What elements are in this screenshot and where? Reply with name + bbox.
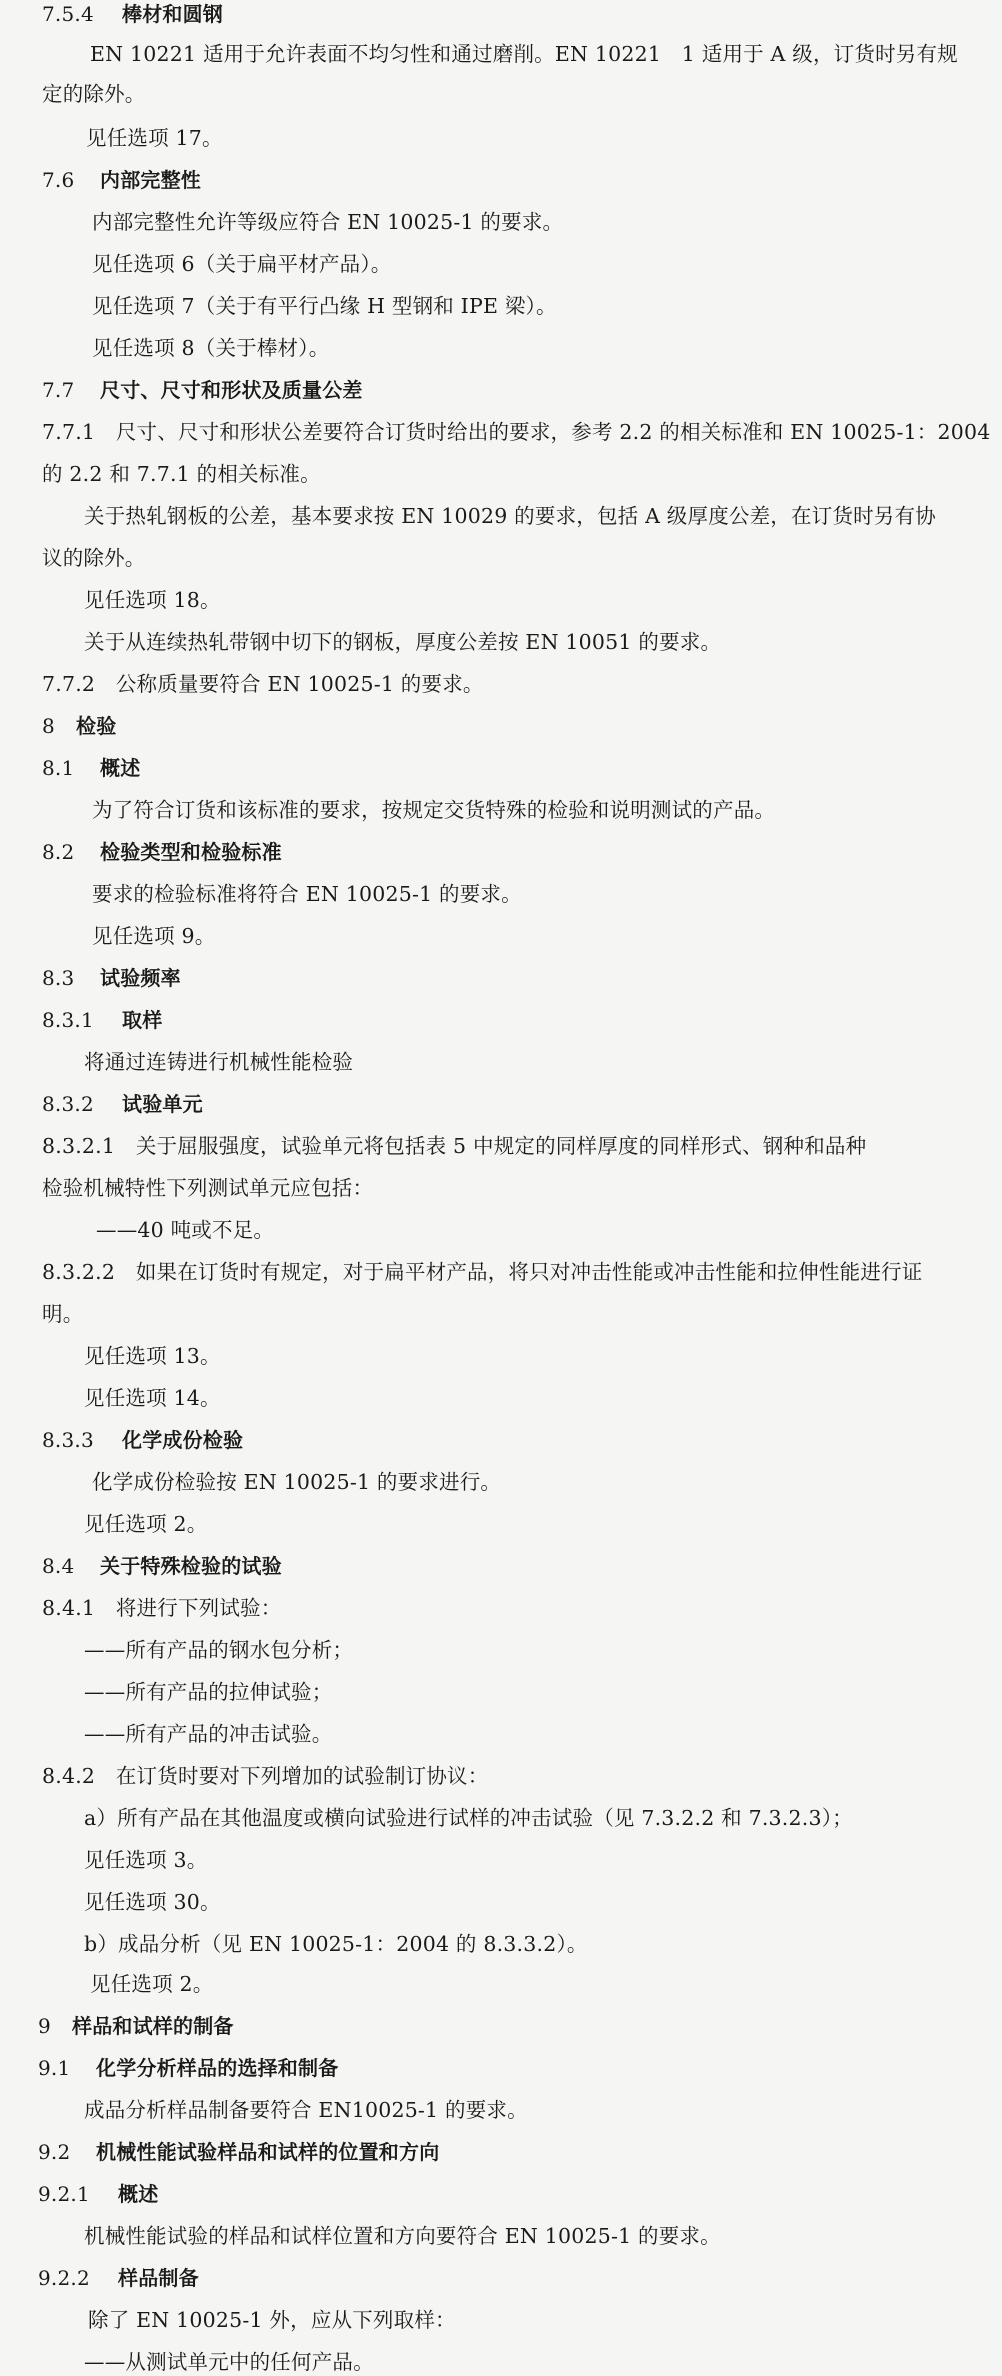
section-number: 7.6 — [42, 168, 75, 192]
paragraph-line: 见任选项 30。 — [84, 1890, 221, 1914]
paragraph-line: 8.4.2 在订货时要对下列增加的试验制订协议： — [42, 1764, 489, 1788]
paragraph-line: 8.3.2.1 关于屈服强度，试验单元将包括表 5 中规定的同样厚度的同样形式、钢种和品种 — [42, 1134, 867, 1158]
section-heading — [0, 0, 1002, 28]
section-number: 8.3.3 — [42, 1428, 94, 1452]
paragraph-line: b）成品分析（见 EN 10025-1：2004 的 8.3.3.2）。 — [84, 1932, 588, 1956]
paragraph-line: 内部完整性允许等级应符合 EN 10025-1 的要求。 — [92, 210, 564, 234]
paragraph-line: 见任选项 7（关于有平行凸缘 H 型钢和 IPE 梁）。 — [92, 294, 557, 318]
section-heading — [0, 964, 1002, 992]
section-number: 9.2 — [38, 2140, 71, 2164]
paragraph-line: 化学成份检验按 EN 10025-1 的要求进行。 — [92, 1470, 502, 1494]
paragraph-line: 见任选项 9。 — [92, 924, 216, 948]
section-title: 关于特殊检验的试验 — [100, 1554, 282, 1578]
paragraph-line: ——所有产品的钢水包分析； — [84, 1638, 354, 1662]
paragraph-line: 机械性能试验的样品和试样位置和方向要符合 EN 10025-1 的要求。 — [84, 2224, 721, 2248]
paragraph-line: 见任选项 13。 — [84, 1344, 221, 1368]
paragraph-line: 关于热轧钢板的公差，基本要求按 EN 10029 的要求，包括 A 级厚度公差，在订货时另有协 — [84, 504, 936, 528]
paragraph-line: 见任选项 2。 — [84, 1512, 208, 1536]
section-heading — [0, 838, 1002, 866]
paragraph-line: 成品分析样品制备要符合 EN10025-1 的要求。 — [84, 2098, 528, 2122]
paragraph-line: 要求的检验标准将符合 EN 10025-1 的要求。 — [92, 882, 522, 906]
paragraph-line: 明。 — [42, 1302, 84, 1326]
section-heading — [0, 1426, 1002, 1454]
paragraph-line: 7.7.2 公称质量要符合 EN 10025-1 的要求。 — [42, 672, 484, 696]
section-heading — [0, 2264, 1002, 2292]
section-heading — [0, 754, 1002, 782]
paragraph-line: a）所有产品在其他温度或横向试验进行试样的冲击试验（见 7.3.2.2 和 7.3.2.3）； — [84, 1806, 853, 1830]
section-number: 9.2.2 — [38, 2266, 90, 2290]
section-number: 8.2 — [42, 840, 75, 864]
paragraph-line: 8.3.2.2 如果在订货时有规定，对于扁平材产品，将只对冲击性能或冲击性能和拉伸性能进行证 — [42, 1260, 923, 1284]
section-number: 7.7 — [42, 378, 75, 402]
section-number: 9 — [38, 2014, 51, 2038]
section-heading — [0, 1006, 1002, 1034]
section-title: 试验单元 — [122, 1092, 203, 1116]
section-title: 检验 — [76, 714, 117, 738]
section-number: 8.4 — [42, 1554, 75, 1578]
section-title: 检验类型和检验标准 — [100, 840, 282, 864]
paragraph-line: ——所有产品的冲击试验。 — [84, 1722, 333, 1746]
paragraph-line: 8.4.1 将进行下列试验： — [42, 1596, 282, 1620]
section-number: 8.3 — [42, 966, 75, 990]
paragraph-line: ——所有产品的拉伸试验； — [84, 1680, 333, 1704]
paragraph-line: 见任选项 2。 — [90, 1972, 214, 1996]
paragraph-line: 的 2.2 和 7.7.1 的相关标准。 — [42, 462, 321, 486]
paragraph-line: 为了符合订货和该标准的要求，按规定交货特殊的检验和说明测试的产品。 — [92, 798, 776, 822]
section-heading — [0, 1090, 1002, 1118]
section-number: 9.2.1 — [38, 2182, 90, 2206]
section-title: 概述 — [100, 756, 141, 780]
section-number: 8 — [42, 714, 55, 738]
section-title: 尺寸、尺寸和形状及质量公差 — [100, 378, 363, 402]
section-title: 试验频率 — [100, 966, 181, 990]
paragraph-line: 见任选项 14。 — [84, 1386, 221, 1410]
section-number: 9.1 — [38, 2056, 71, 2080]
paragraph-line: 7.7.1 尺寸、尺寸和形状公差要符合订货时给出的要求，参考 2.2 的相关标准和 EN 10025-1：2004 — [42, 420, 991, 444]
section-title: 化学分析样品的选择和制备 — [96, 2056, 339, 2080]
section-title: 样品和试样的制备 — [72, 2014, 234, 2038]
section-number: 8.1 — [42, 756, 75, 780]
section-title: 样品制备 — [118, 2266, 199, 2290]
paragraph-line: 见任选项 18。 — [84, 588, 221, 612]
paragraph-line: EN 10221 适用于允许表面不均匀性和通过磨削。EN 10221 1 适用于 A 级，订货时另有规 — [90, 42, 958, 66]
section-title: 棒材和圆钢 — [122, 2, 223, 26]
section-title: 概述 — [118, 2182, 159, 2206]
paragraph-line: 检验机械特性下列测试单元应包括： — [42, 1176, 374, 1200]
section-title: 取样 — [122, 1008, 163, 1032]
paragraph-line: 见任选项 3。 — [84, 1848, 208, 1872]
paragraph-line: 见任选项 6（关于扁平材产品）。 — [92, 252, 392, 276]
paragraph-line: 议的除外。 — [42, 546, 146, 570]
section-number: 7.5.4 — [42, 2, 94, 26]
paragraph-line: 见任选项 17。 — [86, 126, 223, 150]
paragraph-line: 关于从连续热轧带钢中切下的钢板，厚度公差按 EN 10051 的要求。 — [84, 630, 722, 654]
paragraph-line: 见任选项 8（关于棒材）。 — [92, 336, 330, 360]
paragraph-line: ——从测试单元中的任何产品。 — [84, 2350, 374, 2374]
section-title: 内部完整性 — [100, 168, 201, 192]
section-heading — [0, 2138, 1002, 2166]
paragraph-line: 将通过连铸进行机械性能检验 — [84, 1050, 354, 1074]
section-number: 8.3.1 — [42, 1008, 94, 1032]
section-title: 机械性能试验样品和试样的位置和方向 — [96, 2140, 440, 2164]
section-number: 8.3.2 — [42, 1092, 94, 1116]
section-heading — [0, 712, 1002, 740]
section-heading — [0, 2054, 1002, 2082]
section-heading — [0, 166, 1002, 194]
section-heading — [0, 376, 1002, 404]
paragraph-line: 除了 EN 10025-1 外，应从下列取样： — [88, 2308, 456, 2332]
section-title: 化学成份检验 — [122, 1428, 244, 1452]
section-heading — [0, 2012, 1002, 2040]
section-heading — [0, 2180, 1002, 2208]
section-heading — [0, 1552, 1002, 1580]
paragraph-line: ——40 吨或不足。 — [96, 1218, 275, 1242]
paragraph-line: 定的除外。 — [42, 82, 146, 106]
